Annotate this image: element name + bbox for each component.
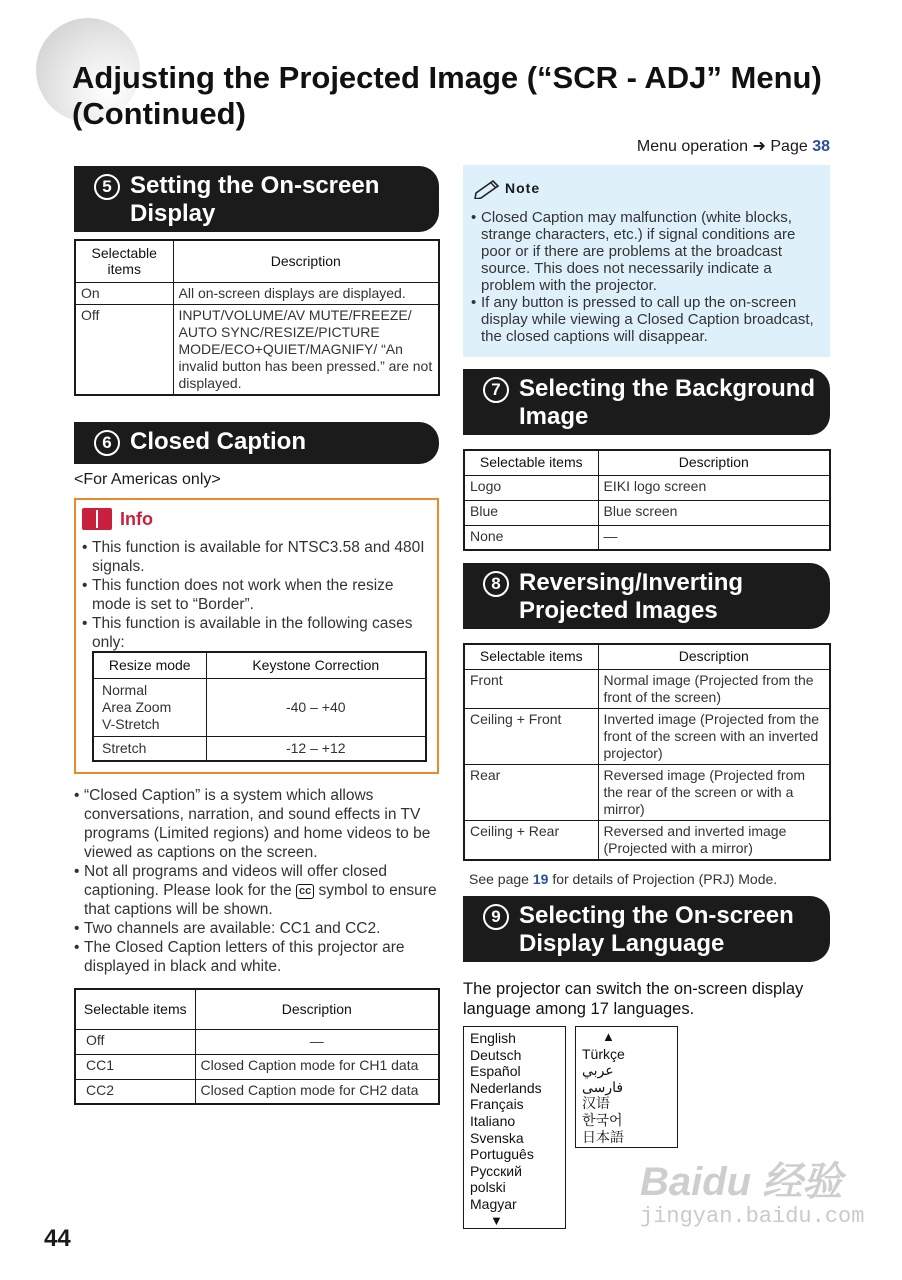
note-label: Note <box>505 180 541 196</box>
language-item: Svenska <box>470 1129 524 1146</box>
language-item: English <box>470 1030 516 1046</box>
table-row: Off — <box>75 1029 439 1054</box>
pencil-icon <box>473 177 505 199</box>
section-title: Closed Caption <box>130 428 307 455</box>
section-title: Selecting the Background Image <box>519 375 816 430</box>
table-row: Rear Reversed image (Projected from the rear of the screen or with a mirror) <box>464 764 830 820</box>
language-item: Русский <box>470 1162 522 1179</box>
americas-only-note: <For Americas only> <box>74 471 221 488</box>
language-item: Português <box>470 1146 534 1163</box>
info-item: • This function is available for NTSC3.58 and 480I signals. <box>82 538 427 576</box>
language-item: 汉语 <box>582 1095 610 1112</box>
onscreen-display-table <box>74 239 440 396</box>
info-item: • This function is available in the following cases only: <box>82 614 427 652</box>
table-row: Normal Area Zoom V-Stretch -40 – +40 <box>93 678 426 736</box>
section-number: 8 <box>483 571 509 597</box>
language-list-2 <box>575 1026 678 1148</box>
closed-caption-table: Selectable items Description Off — CC1 Closed Caption mode for CH1 data CC2 Closed Caption mode for CH2 data <box>74 988 440 1105</box>
closed-caption-bullets: • “Closed Caption” is a system which allows conversations, narration, and sound effects in TV programs (Limited regions) and home videos to be viewed as captions on the screen. • Not all programs and videos will offer closed captioning. Please look for the cc symbol to ensure that captions will be shown. • Two channels are available: CC1 and CC2. • The Closed Caption letters of this projector are displayed in black and white. <box>74 786 444 976</box>
language-item: 한국어 <box>582 1111 623 1128</box>
table-header: Selectable items <box>75 240 173 282</box>
background-image-table: Selectable items Description Logo EIKI logo screen Blue Blue screen None — <box>463 449 831 551</box>
keystone-table: Resize mode Keystone Correction Normal Area Zoom V-Stretch -40 – +40 Stretch -12 – +12 <box>92 651 427 762</box>
section-7-header <box>463 369 830 435</box>
note-box <box>463 165 830 357</box>
table-header: Description <box>173 240 439 282</box>
table-row: Blue Blue screen <box>464 500 830 525</box>
book-icon <box>82 508 112 530</box>
section-number: 9 <box>483 904 509 930</box>
table-row: Front Normal image (Projected from the front of the screen) <box>464 669 830 708</box>
see-page-note: See page 19 for details of Projection (PRJ) Mode. <box>469 871 778 887</box>
info-item: • This function does not work when the resize mode is set to “Border”. <box>82 576 427 614</box>
table-row: Off INPUT/VOLUME/AV MUTE/FREEZE/ AUTO SYNC/RESIZE/PICTURE MODE/ECO+QUIET/MAGNIFY/ “An invalid button has been pressed.” are not displayed. <box>75 304 439 395</box>
section-number: 5 <box>94 174 120 200</box>
watermark-logo: Baidu 经验 <box>640 1160 843 1204</box>
language-item: Türkçe <box>582 1045 625 1062</box>
table-row: None — <box>464 525 830 550</box>
arrow-down-icon: ▼ <box>490 1212 503 1228</box>
language-list-1 <box>463 1026 566 1229</box>
section-title: Setting the On-screen Display <box>130 172 380 227</box>
section-9-header <box>463 896 830 962</box>
projection-mode-table: Selectable items Description Front Normal image (Projected from the front of the screen) Ceiling + Front Inverted image (Projected from the front of the screen with an inverted projector) Rear Reversed image (Projected from the rear of the screen or with a mirror) Ceiling + Rear Reversed and inverted image (Projected with a mirror) <box>463 643 831 861</box>
language-item: Français <box>470 1096 524 1113</box>
language-item: 日本語 <box>582 1128 624 1145</box>
language-item: Deutsch <box>470 1046 522 1063</box>
watermark-url: jingyan.baidu.com <box>640 1204 865 1229</box>
menu-operation-page-link[interactable]: 38 <box>812 138 830 155</box>
section-6-header <box>74 422 439 464</box>
language-item: فارسی <box>582 1078 624 1095</box>
section-title: Reversing/Inverting Projected Images <box>519 569 744 624</box>
note-item: • If any button is pressed to call up the on-screen display while viewing a Closed Caption broadcast, the closed captions will disappear. <box>471 294 823 345</box>
info-label: Info <box>120 508 153 529</box>
section-5-header <box>74 166 439 232</box>
language-intro: The projector can switch the on-screen display language among 17 languages. <box>463 980 804 1018</box>
table-row: Ceiling + Rear Reversed and inverted image (Projected with a mirror) <box>464 820 830 860</box>
page-number: 44 <box>44 1225 71 1252</box>
page-19-link[interactable]: 19 <box>532 871 549 887</box>
language-item: Magyar <box>470 1195 517 1212</box>
table-row: On All on-screen displays are displayed. <box>75 282 439 304</box>
language-item: Italiano <box>470 1112 516 1129</box>
info-box <box>74 498 439 774</box>
table-row: Ceiling + Front Inverted image (Projected from the front of the screen with an inverted projector) <box>464 708 830 764</box>
section-8-header <box>463 563 830 629</box>
section-number: 6 <box>94 430 120 456</box>
menu-operation-ref: Menu operation ➜ Page 38 <box>636 138 830 155</box>
cc-icon: cc <box>296 884 314 899</box>
table-row: CC1 Closed Caption mode for CH1 data <box>75 1054 439 1079</box>
page-title: Adjusting the Projected Image (“SCR - ADJ” Menu) (Continued) <box>72 60 822 131</box>
note-item: • Closed Caption may malfunction (white blocks, strange characters, etc.) if signal conditions are poor or if there are problems at the broadcast source. This does not necessarily indicate a problem with the projector. <box>471 209 823 294</box>
language-item: Nederlands <box>470 1079 542 1096</box>
language-item: polski <box>470 1179 506 1196</box>
section-number: 7 <box>483 377 509 403</box>
section-title: Selecting the On-screen Display Language <box>519 902 794 957</box>
table-row: Logo EIKI logo screen <box>464 475 830 500</box>
table-row: CC2 Closed Caption mode for CH2 data <box>75 1079 439 1104</box>
table-row: Stretch -12 – +12 <box>93 736 426 761</box>
arrow-up-icon: ▲ <box>602 1029 615 1044</box>
language-item: عربي <box>582 1062 614 1079</box>
language-item: Español <box>470 1063 521 1080</box>
